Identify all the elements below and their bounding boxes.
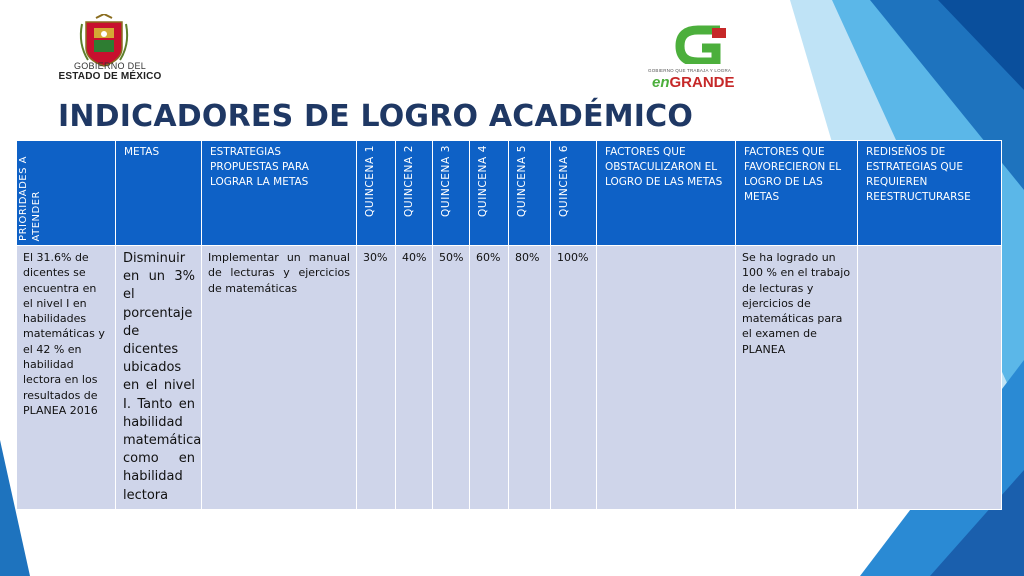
header-estrategias: ESTRATEGIAS PROPUESTAS PARA LOGRAR LA METAS	[202, 141, 357, 246]
cell-estrategias: Implementar un manual de lecturas y ejercicios de matemáticas	[202, 246, 357, 510]
header-redisenos: REDISEÑOS DE ESTRATEGIAS QUE REQUIEREN REESTRUCTURARSE	[858, 141, 1002, 246]
header-prioridades-line1: PRIORIDADES A	[18, 156, 29, 241]
logo-right-tagline: GOBIERNO QUE TRABAJA Y LOGRA	[648, 68, 732, 73]
logo-right-wordmark	[652, 74, 735, 91]
cell-metas: Disminuir en un 3% el porcentaje de dicentes ubicados en el nivel I. Tanto en habilidad matemática como en habilidad lectora	[116, 246, 202, 510]
header-quincena-1	[357, 141, 396, 246]
cell-quincena-1: 30%	[357, 246, 396, 510]
logo-left-line1: GOBIERNO DEL	[73, 61, 147, 71]
header-prioridades	[17, 141, 116, 246]
cell-quincena-3: 50%	[433, 246, 470, 510]
engrande-logo	[636, 24, 760, 92]
slide-title: INDICADORES DE LOGRO ACADÉMICO	[58, 99, 694, 134]
cell-prioridades: El 31.6% de dicentes se encuentra en el nivel I en habilidades matemáticas y el 42 % en habilidad lectora en los resultados de PLANEA 2016	[17, 246, 116, 510]
cell-quincena-6: 100%	[551, 246, 597, 510]
logo-en: en	[652, 74, 670, 91]
header-factores-obstaculizaron: FACTORES QUE OBSTACULIZARON EL LOGRO DE LAS METAS	[597, 141, 736, 246]
cell-quincena-5: 80%	[509, 246, 551, 510]
header-prioridades-line2: ATENDER	[31, 190, 42, 241]
cell-quincena-4: 60%	[470, 246, 509, 510]
cell-factores-obstaculizaron	[597, 246, 736, 510]
g-logo-icon	[636, 24, 760, 64]
estado-de-mexico-logo	[34, 14, 174, 86]
indicators-table	[16, 140, 1002, 510]
table-row	[17, 246, 1002, 510]
table-header-row	[17, 141, 1002, 246]
cell-quincena-2: 40%	[396, 246, 433, 510]
header-quincena-6	[551, 141, 597, 246]
header-quincena-2-label: QUINCENA 2	[403, 145, 415, 217]
logo-grande: GRANDE	[669, 74, 735, 91]
header-quincena-3-label: QUINCENA 3	[440, 145, 452, 217]
header-quincena-4-label: QUINCENA 4	[477, 145, 489, 217]
header-factores-favorecieron: FACTORES QUE FAVORECIERON EL LOGRO DE LAS METAS	[736, 141, 858, 246]
cell-redisenos	[858, 246, 1002, 510]
header-quincena-6-label: QUINCENA 6	[558, 145, 570, 217]
header-metas: METAS	[116, 141, 202, 246]
header-quincena-3	[433, 141, 470, 246]
header-quincena-2	[396, 141, 433, 246]
header-quincena-4	[470, 141, 509, 246]
logo-left-line2: ESTADO DE MÉXICO	[58, 71, 162, 82]
header-quincena-5	[509, 141, 551, 246]
header-quincena-5-label: QUINCENA 5	[516, 145, 528, 217]
cell-factores-favorecieron: Se ha logrado un 100 % en el trabajo de lecturas y ejercicios de matemáticas para el examen de PLANEA	[736, 246, 858, 510]
header-quincena-1-label: QUINCENA 1	[364, 145, 376, 217]
